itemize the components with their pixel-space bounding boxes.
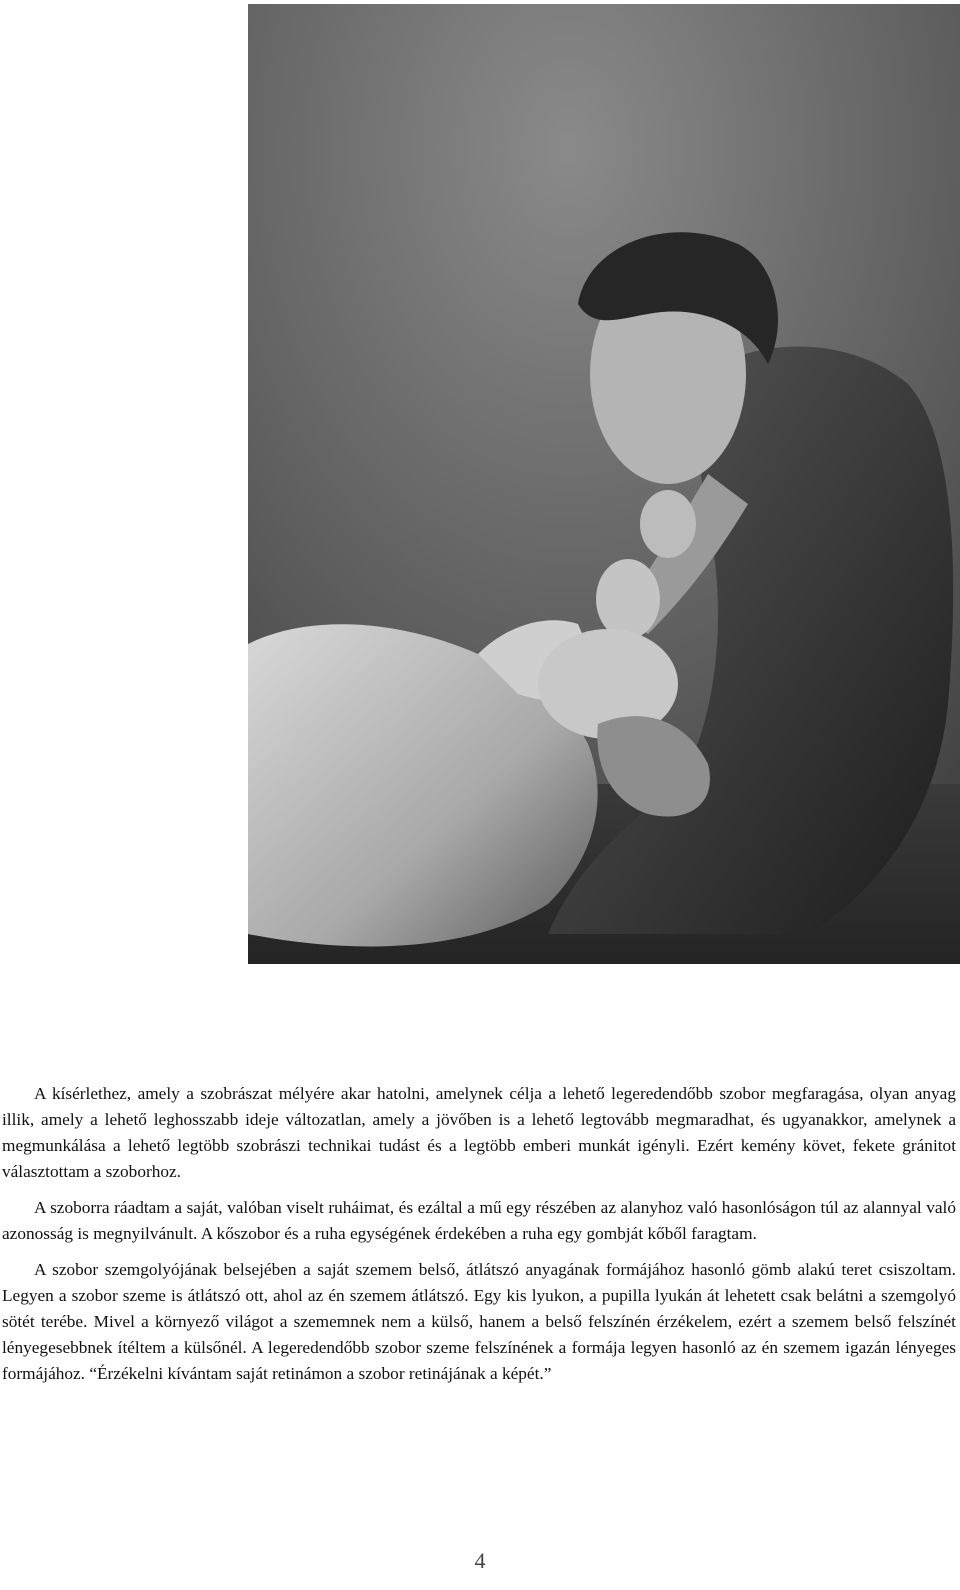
- paragraph-2: A szoborra ráadtam a saját, valóban viselt ruháimat, és ezáltal a mű egy részében az alanyhoz való hasonlóságon túl az alannyal való azonosság is megnyilvánult. A kőszobor és a ruha egységének érdekében a ruha egy gombját kőből faragtam.: [2, 1198, 956, 1243]
- page-number: 4: [474, 1548, 486, 1573]
- paragraph-3: A szobor szemgolyójának belsejében a saját szemem belső, átlátszó anyagának formájához hasonló gömb alakú teret csiszoltam. Legyen a szobor szeme is átlátszó ott, ahol az én szemem átlátszó. Egy kis lyukon, a pupilla lyukán át lehetett csak belátni a szemgolyó sötét terébe. Mivel a környező világot a szememnek nem a külső, hanem a belső felszínén érzékelem, ezért a szemem belső felszínét lényegesebbnek ítéltem a külsőnél. A legeredendőbb szobor szeme felszínének a formája legyen hasonló az én szemem igazán lényeges formájához. “Érzékelni kívántam saját retinámon a szobor retinájának a képét.”: [2, 1260, 956, 1383]
- photograph-sculptor-and-model: [248, 4, 960, 964]
- body-text: [2, 1081, 956, 1387]
- sculptor-hand-left: [640, 490, 696, 558]
- paragraph-1: A kísérlethez, amely a szobrászat mélyére akar hatolni, amelynek célja a lehető legeredendőbb szobor megfaragása, olyan anyag illik, amely a lehető leghosszabb ideje változatlan, amely a jövőben is a lehető legtovább megmaradhat, és ugyanakkor, amelynek a megmunkálása a lehető legtöbb szobrászi technikai tudást és a legtöbb emberi munkát igényli. Ezért kemény követ, fekete gránitot választottam a szoborhoz.: [2, 1084, 956, 1181]
- sculptor-hand: [596, 559, 660, 639]
- photograph-illustration: [248, 4, 960, 964]
